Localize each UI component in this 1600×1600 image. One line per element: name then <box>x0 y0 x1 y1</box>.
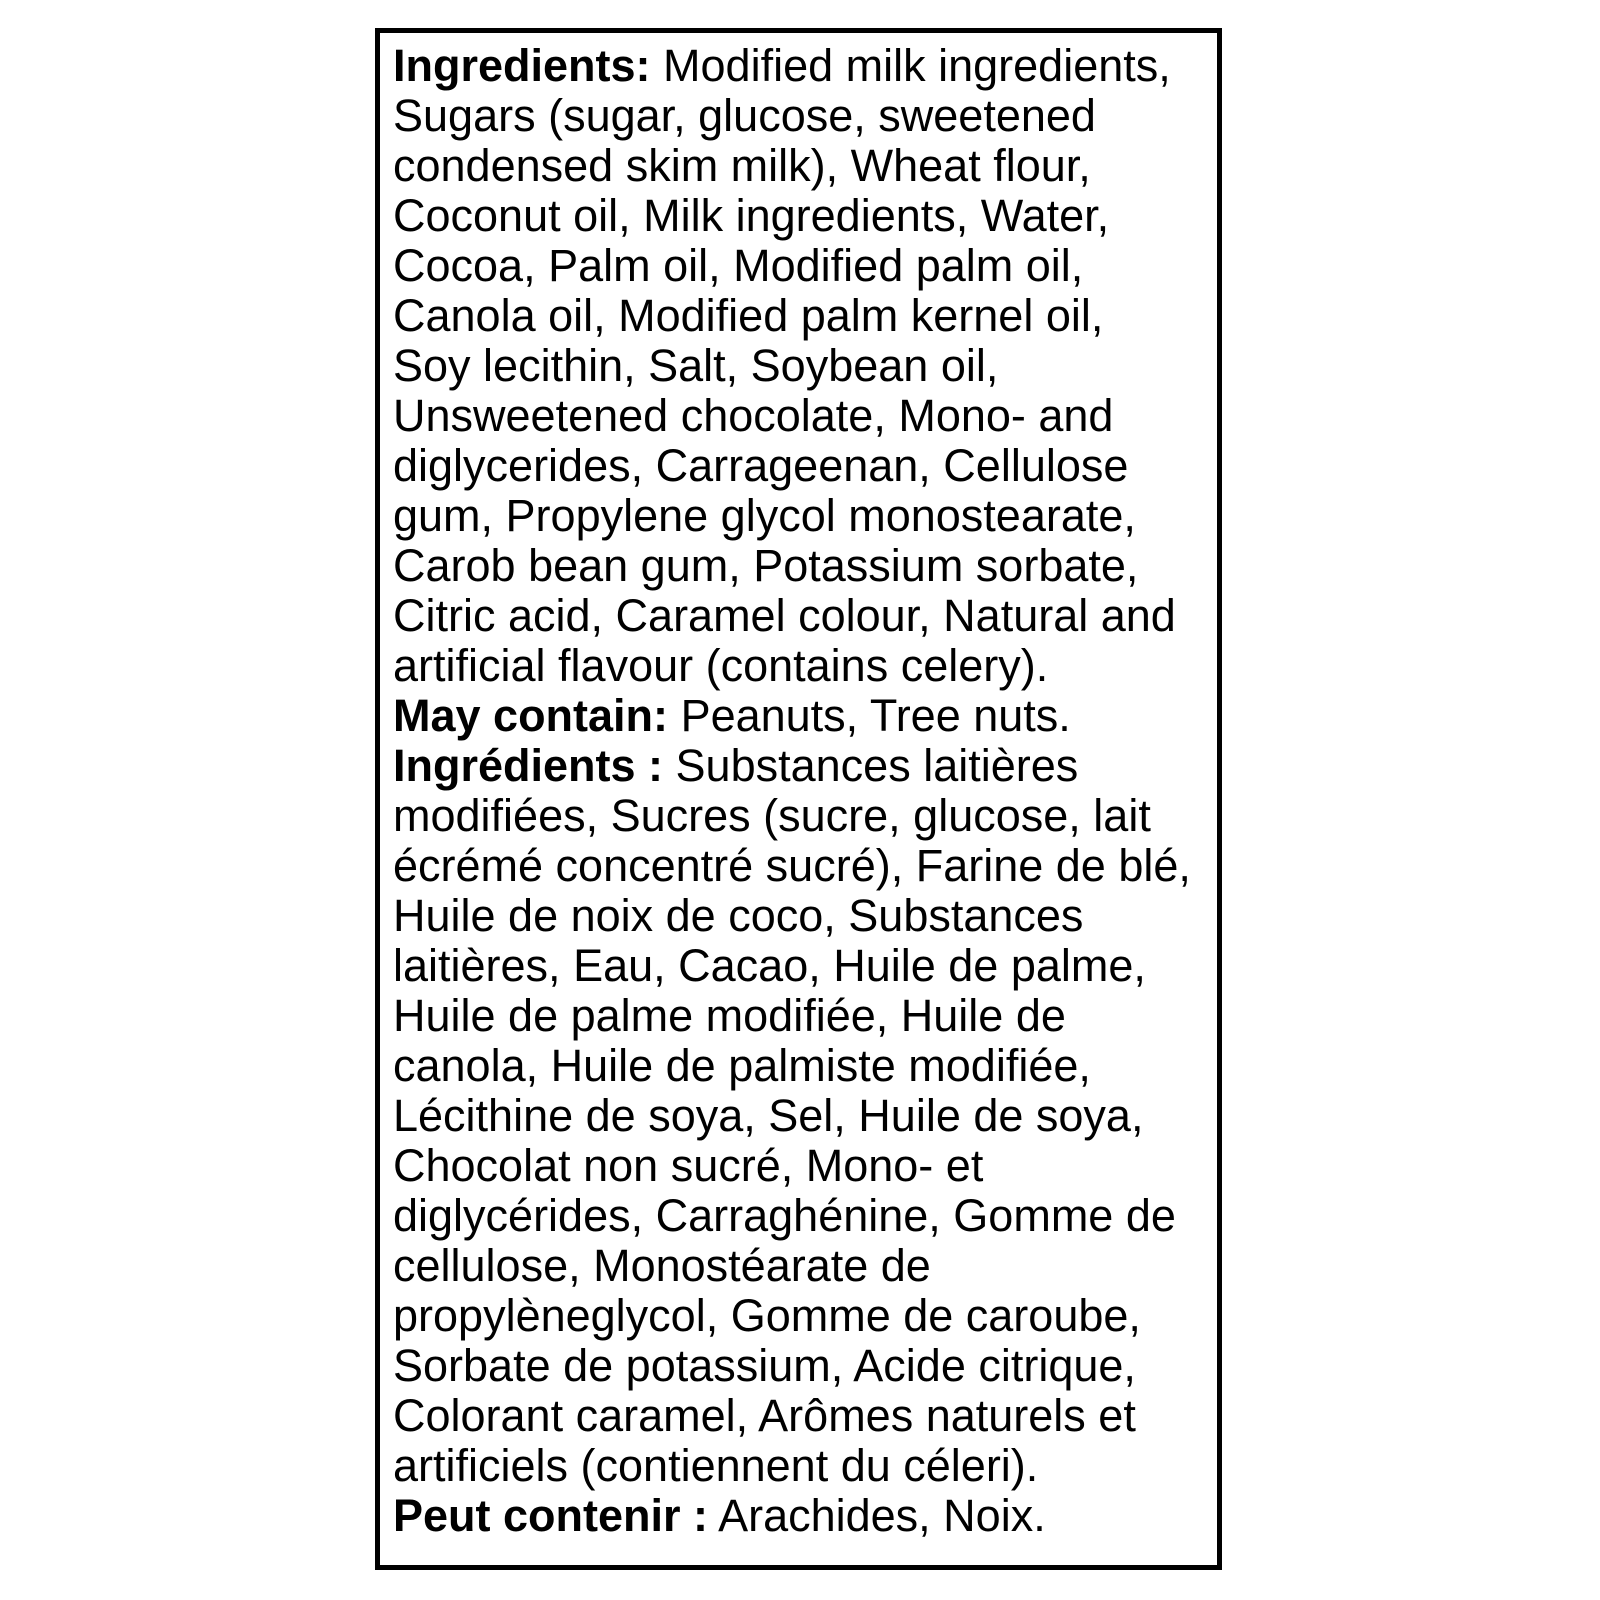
may-contain-fr-lead: Peut contenir : <box>393 1490 709 1541</box>
may-contain-fr-body: Arachides, Noix. <box>718 1490 1046 1541</box>
ingredients-label-box <box>375 28 1222 1570</box>
ingredients-en-lead: Ingredients: <box>393 40 651 91</box>
may-contain-en-section <box>393 691 1203 741</box>
may-contain-en-body: Peanuts, Tree nuts. <box>680 690 1071 741</box>
ingredients-fr-body: Substances laitières modifiées, Sucres (sucre, glucose, lait écrémé concentré sucré), Farine de blé, Huile de noix de coco, Substances laitières, Eau, Cacao, Huile de palme, Huile de palme modifiée, Huile de canola, Huile de palmiste modifiée, Lécithine de soya, Sel, Huile de soya, Chocolat non sucré, Mono- et diglycérides, Carraghénine, Gomme de cellulose, Monostéarate de propylèneglycol, Gomme de caroube, Sorbate de potassium, Acide citrique, Colorant caramel, Arômes naturels et artificiels (contiennent du céleri). <box>393 740 1191 1491</box>
ingredients-en-body: Modified milk ingredients, Sugars (sugar, glucose, sweetened condensed skim milk), Wheat flour, Coconut oil, Milk ingredients, Water, Cocoa, Palm oil, Modified palm oil, Canola oil, Modified palm kernel oil, Soy lecithin, Salt, Soybean oil, Unsweetened chocolate, Mono- and diglycerides, Carrageenan, Cellulose gum, Propylene glycol monostearate, Carob bean gum, Potassium sorbate, Citric acid, Caramel colour, Natural and artificial flavour (contains celery). <box>393 40 1176 691</box>
may-contain-en-lead: May contain: <box>393 690 669 741</box>
may-contain-fr-section <box>393 1491 1203 1541</box>
ingredients-en-section <box>393 41 1203 691</box>
ingredients-fr-section <box>393 741 1203 1491</box>
ingredients-fr-lead: Ingrédients : <box>393 740 664 791</box>
